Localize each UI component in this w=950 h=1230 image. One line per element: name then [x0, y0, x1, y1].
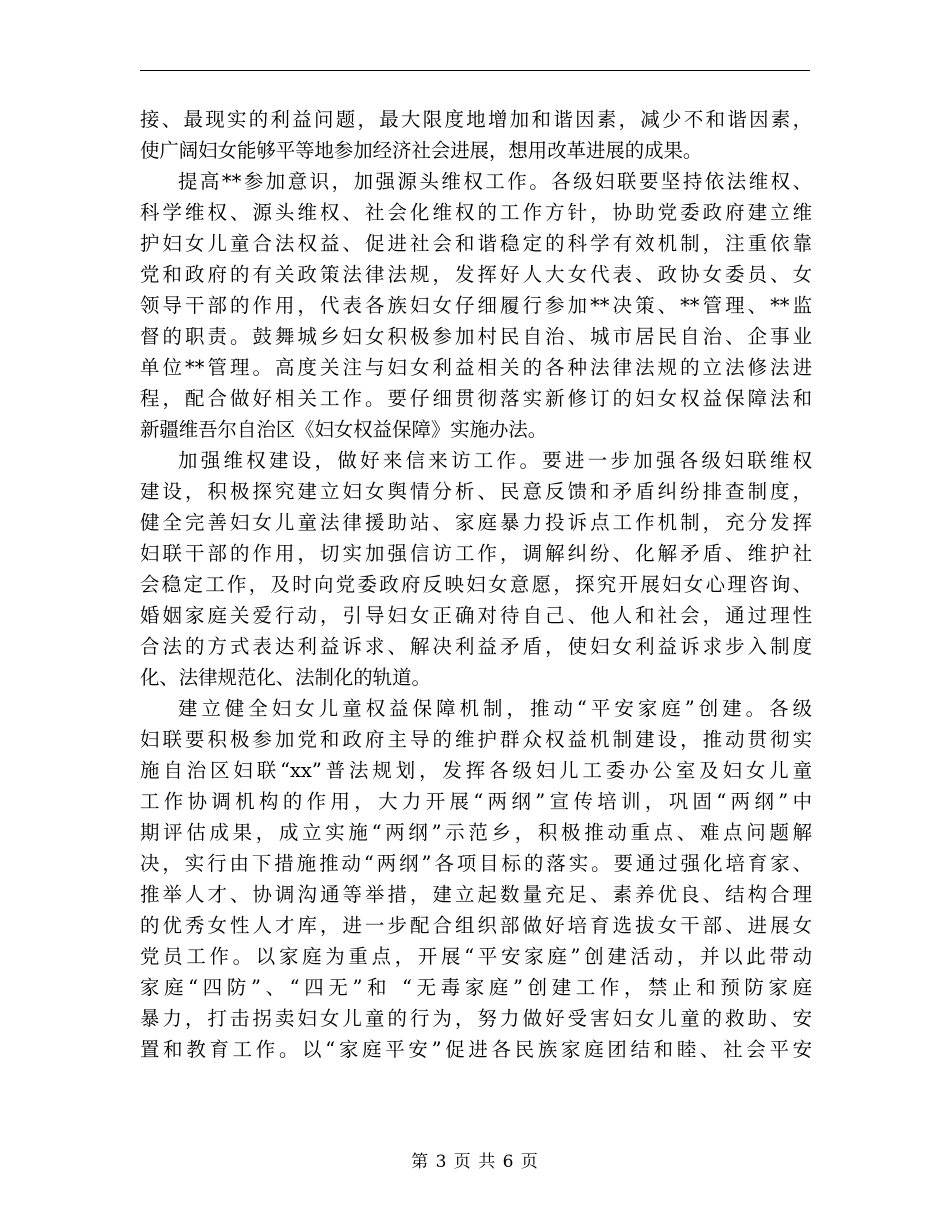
text-line: 单位**管理。高度关注与妇女利益相关的各种法律法规的立法修法进 — [140, 356, 812, 379]
text-line: 党和政府的有关政策法律法规，发挥好人大女代表、政协女委员、女 — [140, 263, 812, 286]
text-line: 婚姻家庭关爱行动，引导妇女正确对待自己、他人和社会，通过理性 — [140, 604, 812, 627]
text-line: 领导干部的作用，代表各族妇女仔细履行参加**决策、**管理、**监 — [140, 294, 812, 317]
text-line: 健全完善妇女儿童法律援助站、家庭暴力投诉点工作机制，充分发挥 — [140, 511, 812, 534]
text-line: 科学维权、源头维权、社会化维权的工作方针，协助党委政府建立维 — [140, 201, 812, 224]
paragraph — [140, 445, 812, 693]
text-line: 施自治区妇联“xx”普法规划，发挥各级妇儿工委办公室及妇女儿童 — [140, 759, 812, 782]
text-line: 使广阔妇女能够平等地参加经济社会进展，想用改革进展的成果。 — [140, 139, 703, 162]
text-line: 期评估成果，成立实施“两纲”示范乡，积极推动重点、难点问题解 — [140, 821, 812, 844]
text-line: 妇联干部的作用，切实加强信访工作，调解纠纷、化解矛盾、维护社 — [140, 542, 812, 565]
text-line: 建设，积极探究建立妇女舆情分析、民意反馈和矛盾纠纷排查制度， — [140, 480, 812, 503]
text-line: 党员工作。以家庭为重点，开展“平安家庭”创建活动，并以此带动 — [140, 945, 812, 968]
text-line: 暴力，打击拐卖妇女儿童的行为，努力做好受害妇女儿童的救助、安 — [140, 1007, 812, 1030]
paragraph — [140, 693, 812, 1065]
text-line: 家庭“四防”、“四无”和 “无毒家庭”创建工作，禁止和预防家庭 — [140, 976, 812, 999]
text-line: 置和教育工作。以“家庭平安”促进各民族家庭团结和睦、社会平安 — [140, 1038, 812, 1061]
text-line: 妇联要积极参加党和政府主导的维护群众权益机制建设，推动贯彻实 — [140, 728, 812, 751]
text-line: 工作协调机构的作用，大力开展“两纲”宣传培训，巩固“两纲”中 — [140, 790, 812, 813]
text-line: 化、法律规范化、法制化的轨道。 — [140, 666, 431, 689]
text-line: 新疆维吾尔自治区《妇女权益保障》实施办法。 — [140, 418, 548, 441]
text-line: 推举人才、协调沟通等举措，建立起数量充足、素养优良、结构合理 — [140, 883, 812, 906]
document-body — [140, 104, 812, 1065]
paragraph — [140, 166, 812, 445]
paragraph — [140, 104, 812, 166]
text-line: 加强维权建设，做好来信来访工作。要进一步加强各级妇联维权 — [178, 449, 812, 472]
header-rule — [140, 70, 810, 71]
text-line: 决，实行由下措施推动“两纲”各项目标的落实。要通过强化培育家、 — [140, 852, 812, 875]
text-line: 接、最现实的利益问题，最大限度地增加和谐因素，减少不和谐因素， — [140, 108, 812, 131]
text-line: 会稳定工作，及时向党委政府反映妇女意愿，探究开展妇女心理咨询、 — [140, 573, 812, 596]
text-line: 合法的方式表达利益诉求、解决利益矛盾，使妇女利益诉求步入制度 — [140, 635, 812, 658]
text-line: 的优秀女性人才库，进一步配合组织部做好培育选拔女干部、进展女 — [140, 914, 812, 937]
text-line: 护妇女儿童合法权益、促进社会和谐稳定的科学有效机制，注重依靠 — [140, 232, 812, 255]
text-line: 建立健全妇女儿童权益保障机制，推动“平安家庭”创建。各级 — [178, 697, 812, 720]
text-line: 督的职责。鼓舞城乡妇女积极参加村民自治、城市居民自治、企事业 — [140, 325, 812, 348]
text-line: 程，配合做好相关工作。要仔细贯彻落实新修订的妇女权益保障法和 — [140, 387, 812, 410]
text-line: 提高**参加意识，加强源头维权工作。各级妇联要坚持依法维权、 — [178, 170, 812, 193]
page-footer: 第 3 页 共 6 页 — [411, 1152, 539, 1172]
